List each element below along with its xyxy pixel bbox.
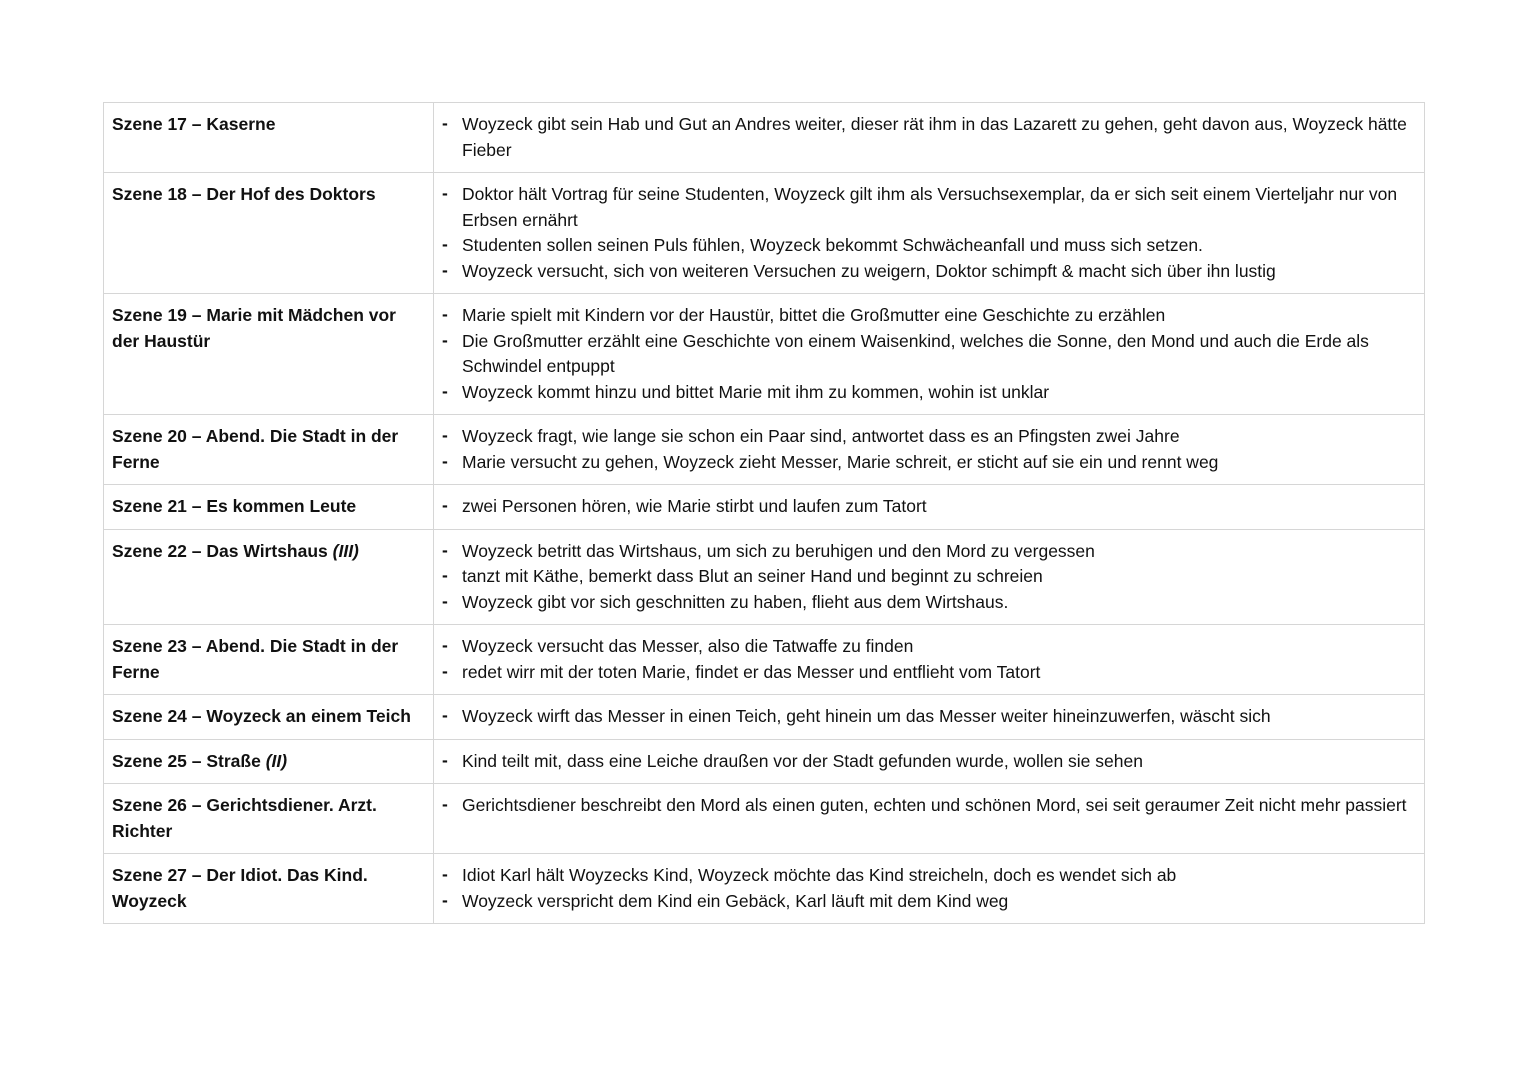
table-row <box>104 173 1425 294</box>
table-row <box>104 695 1425 740</box>
scene-title-cell <box>104 485 434 530</box>
list-item: - Woyzeck fragt, wie lange sie schon ein Paar sind, antwortet dass es an Pfingsten zwei Jahre <box>440 424 1410 450</box>
scene-title: Szene 26 – Gerichtsdiener. Arzt. Richter <box>112 795 377 841</box>
scene-title-cell <box>104 173 434 294</box>
list-item: - Studenten sollen seinen Puls fühlen, Woyzeck bekommt Schwächeanfall und muss sich setzen. <box>440 233 1410 259</box>
summary-list <box>440 793 1410 819</box>
table-row <box>104 294 1425 415</box>
scene-title-cell <box>104 625 434 695</box>
scene-title: Szene 24 – Woyzeck an einem Teich <box>112 706 411 726</box>
list-item: - tanzt mit Käthe, bemerkt dass Blut an seiner Hand und beginnt zu schreien <box>440 564 1410 590</box>
scene-summary-cell <box>434 625 1425 695</box>
scene-title: Szene 18 – Der Hof des Doktors <box>112 184 376 204</box>
scene-title-suffix: (II) <box>265 750 288 771</box>
scene-title-suffix: (III) <box>332 540 359 561</box>
scene-summary-cell <box>434 854 1425 924</box>
scene-summary-cell <box>434 784 1425 854</box>
list-item: - Idiot Karl hält Woyzecks Kind, Woyzeck möchte das Kind streicheln, doch es wendet sich ab <box>440 863 1410 889</box>
list-item: - Woyzeck wirft das Messer in einen Teich, geht hinein um das Messer weiter hineinzuwerfen, wäscht sich <box>440 704 1410 730</box>
scene-title-cell <box>104 103 434 173</box>
list-item: - Gerichtsdiener beschreibt den Mord als einen guten, echten und schönen Mord, sei seit geraumer Zeit nicht mehr passiert <box>440 793 1410 819</box>
summary-list <box>440 112 1410 163</box>
list-item: - zwei Personen hören, wie Marie stirbt und laufen zum Tatort <box>440 494 1410 520</box>
scene-title-cell <box>104 529 434 625</box>
summary-list <box>440 303 1410 405</box>
scene-title: Szene 17 – Kaserne <box>112 114 276 134</box>
summary-list <box>440 539 1410 616</box>
scene-summary-cell <box>434 103 1425 173</box>
table-row <box>104 784 1425 854</box>
scene-title: Szene 25 – Straße <box>112 750 266 771</box>
summary-list <box>440 634 1410 685</box>
list-item: - Woyzeck versucht das Messer, also die Tatwaffe zu finden <box>440 634 1410 660</box>
list-item: - Marie spielt mit Kindern vor der Haustür, bittet die Großmutter eine Geschichte zu erzählen <box>440 303 1410 329</box>
summary-list <box>440 749 1410 775</box>
list-item: - Woyzeck gibt vor sich geschnitten zu haben, flieht aus dem Wirtshaus. <box>440 590 1410 616</box>
list-item: - Kind teilt mit, dass eine Leiche draußen vor der Stadt gefunden wurde, wollen sie sehen <box>440 749 1410 775</box>
scene-title: Szene 21 – Es kommen Leute <box>112 496 357 516</box>
scene-title: Szene 20 – Abend. Die Stadt in der Ferne <box>112 426 399 472</box>
scene-summary-cell <box>434 415 1425 485</box>
list-item: - Woyzeck gibt sein Hab und Gut an Andres weiter, dieser rät ihm in das Lazarett zu gehen, geht davon aus, Woyzeck hätte Fieber <box>440 112 1410 163</box>
scene-title-cell <box>104 739 434 784</box>
table-row <box>104 625 1425 695</box>
scene-summary-cell <box>434 739 1425 784</box>
scene-title-cell <box>104 854 434 924</box>
table-row <box>104 854 1425 924</box>
list-item: - Woyzeck betritt das Wirtshaus, um sich zu beruhigen und den Mord zu vergessen <box>440 539 1410 565</box>
scene-summary-cell <box>434 485 1425 530</box>
summary-list <box>440 424 1410 475</box>
table-row <box>104 103 1425 173</box>
scene-summary-cell <box>434 529 1425 625</box>
scene-title: Szene 23 – Abend. Die Stadt in der Ferne <box>112 636 399 682</box>
scene-title-cell <box>104 695 434 740</box>
scene-title: Szene 19 – Marie mit Mädchen vor der Haustür <box>112 305 396 351</box>
list-item: - Woyzeck versucht, sich von weiteren Versuchen zu weigern, Doktor schimpft & macht sich über ihn lustig <box>440 259 1410 285</box>
summary-list <box>440 704 1410 730</box>
summary-list <box>440 494 1410 520</box>
list-item: - Doktor hält Vortrag für seine Studenten, Woyzeck gilt ihm als Versuchsexemplar, da er sich seit einem Vierteljahr nur von Erbsen ernährt <box>440 182 1410 233</box>
list-item: - redet wirr mit der toten Marie, findet er das Messer und entflieht vom Tatort <box>440 660 1410 686</box>
scene-title: Szene 27 – Der Idiot. Das Kind. Woyzeck <box>112 865 368 911</box>
list-item: - Marie versucht zu gehen, Woyzeck zieht Messer, Marie schreit, er sticht auf sie ein und rennt weg <box>440 450 1410 476</box>
scene-title: Szene 22 – Das Wirtshaus <box>112 540 333 561</box>
scene-table-body <box>104 103 1425 924</box>
list-item: - Woyzeck kommt hinzu und bittet Marie mit ihm zu kommen, wohin ist unklar <box>440 380 1410 406</box>
table-row <box>104 485 1425 530</box>
scene-title-cell <box>104 415 434 485</box>
table-row <box>104 529 1425 625</box>
summary-list <box>440 182 1410 284</box>
list-item: - Woyzeck verspricht dem Kind ein Gebäck, Karl läuft mit dem Kind weg <box>440 889 1410 915</box>
scene-title-cell <box>104 294 434 415</box>
scene-summary-cell <box>434 294 1425 415</box>
scene-summary-cell <box>434 173 1425 294</box>
summary-list <box>440 863 1410 914</box>
table-row <box>104 415 1425 485</box>
document-page <box>103 102 1425 924</box>
scene-title-cell <box>104 784 434 854</box>
scene-summary-cell <box>434 695 1425 740</box>
scene-table <box>103 102 1425 924</box>
table-row <box>104 739 1425 784</box>
list-item: - Die Großmutter erzählt eine Geschichte von einem Waisenkind, welches die Sonne, den Mond und auch die Erde als Schwindel entpuppt <box>440 329 1410 380</box>
